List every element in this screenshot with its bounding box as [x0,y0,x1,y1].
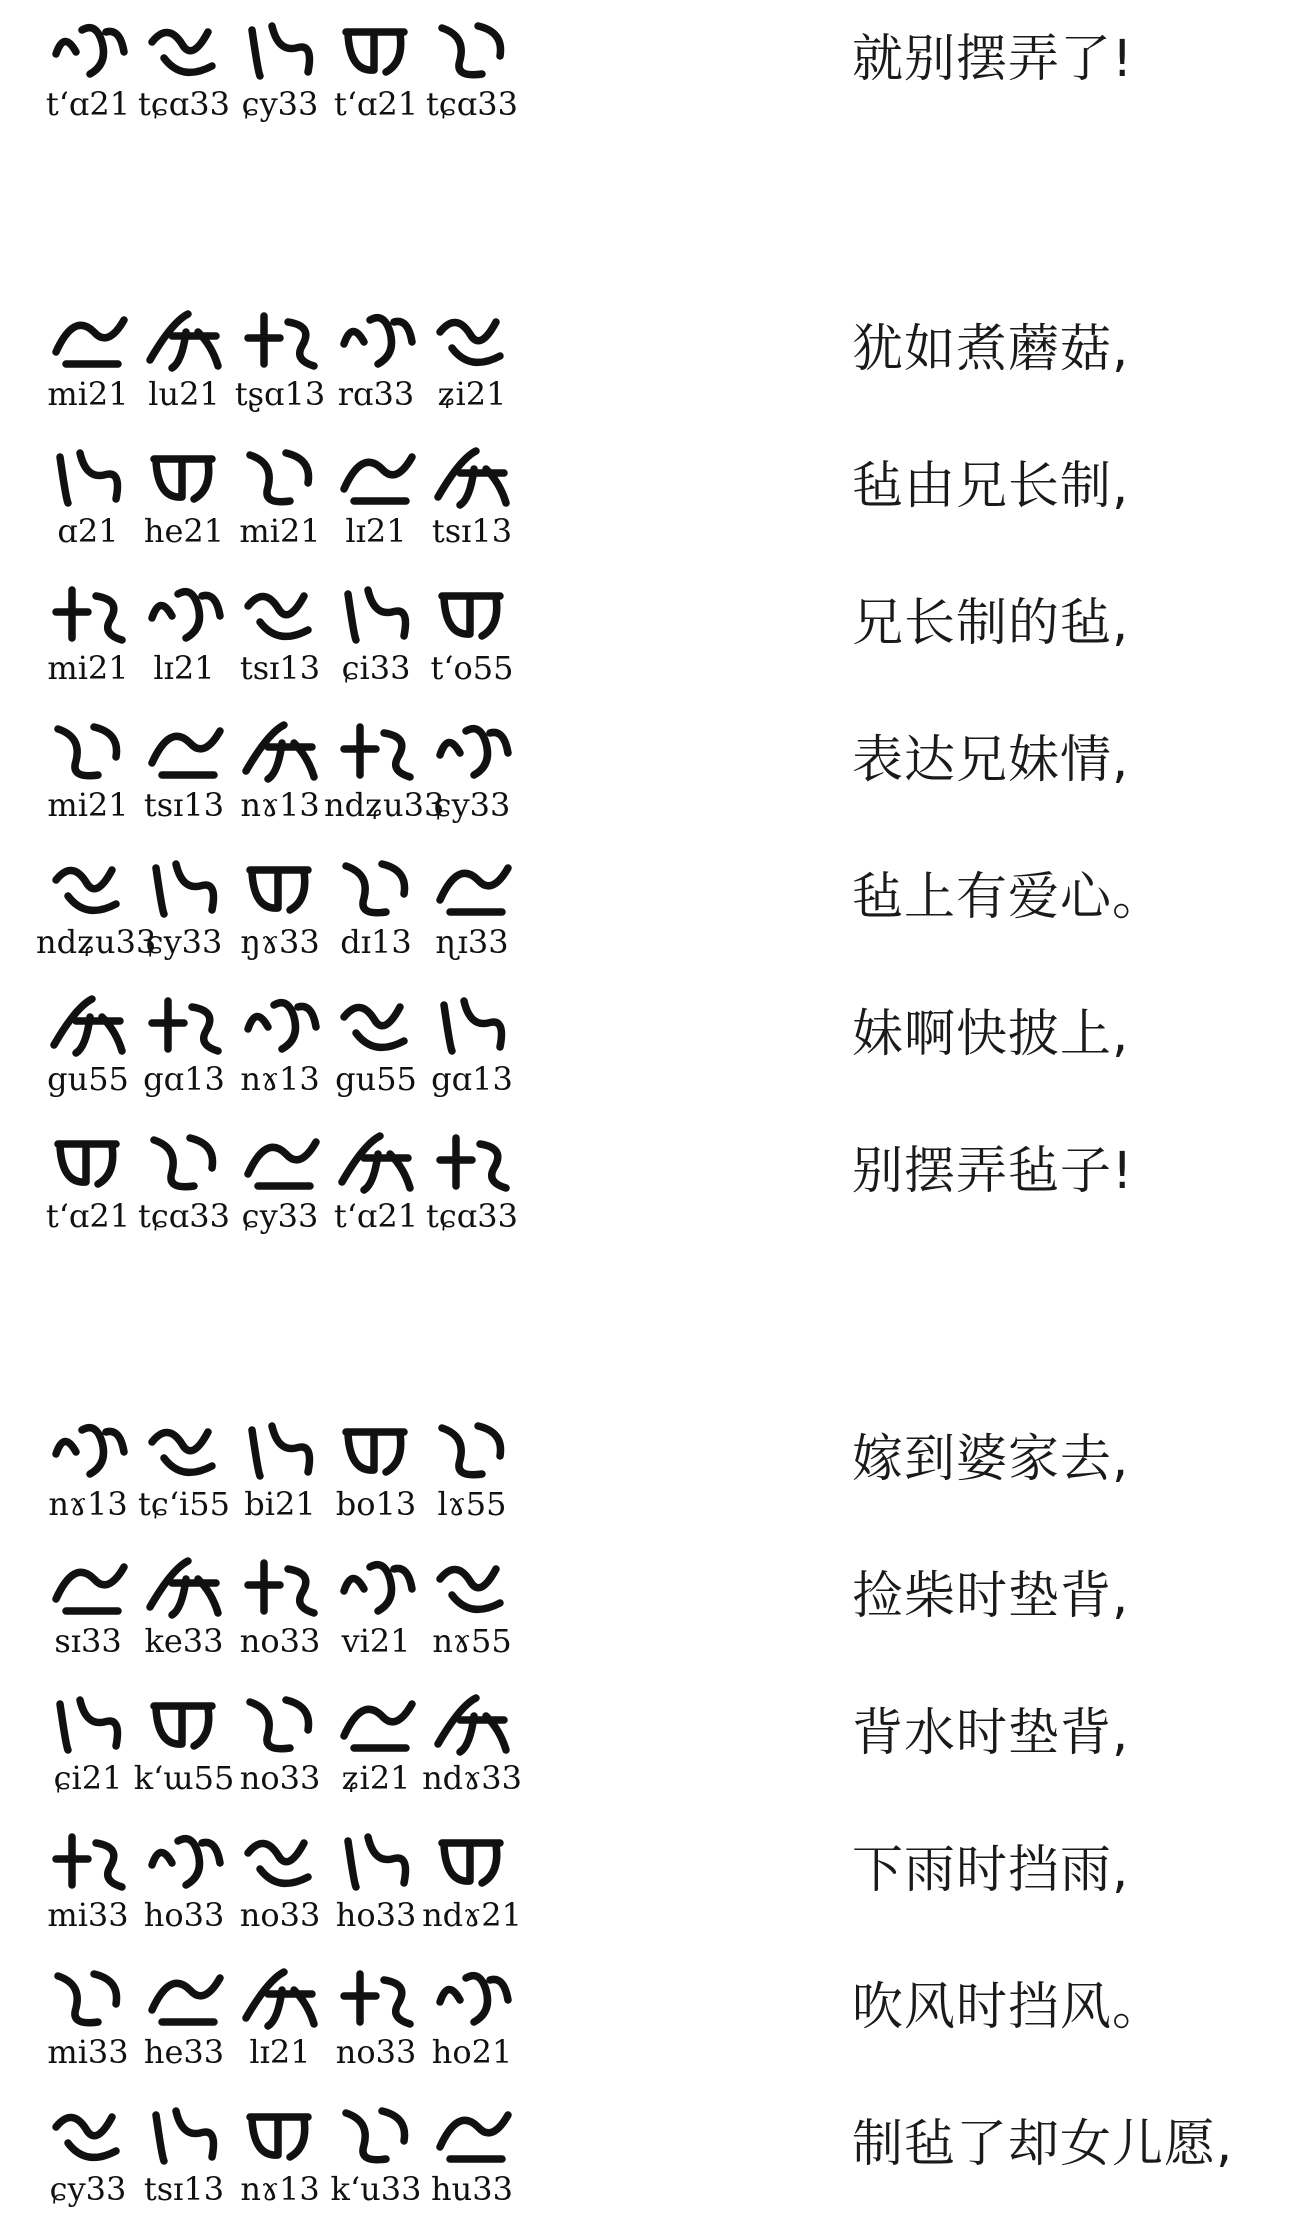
verse-line [0,1684,1312,1814]
glyph-cell [424,1684,520,1814]
glyph-cell [40,437,136,567]
handwritten-glyph-icon [238,576,322,650]
handwritten-glyph-icon [334,1124,418,1198]
handwritten-glyph-icon [238,2097,322,2171]
handwritten-glyph-icon [334,576,418,650]
chinese-translation: 犹如煮蘑菇, [852,320,1130,379]
handwritten-glyph-icon [46,1823,130,1897]
glyph-cell [232,10,328,140]
glyph-cell [133,1684,235,1814]
syllable-romanization: lu21 [148,375,220,413]
syllable-romanization: t‘ɑ21 [333,1197,419,1235]
syllable-romanization: t‘ɑ21 [333,85,419,123]
verse-line [0,1547,1312,1677]
glyph-cell [232,985,328,1115]
handwritten-glyph-icon [430,713,514,787]
verse-line [0,1122,1312,1252]
handwritten-glyph-icon [334,2097,418,2171]
syllable-romanization: gɑ13 [143,1060,225,1098]
handwritten-glyph-icon [46,1549,130,1623]
syllable-romanization: tɕɑ33 [138,85,230,123]
chinese-translation: 妹啊快披上, [852,1005,1130,1064]
glyph-cell [424,300,520,430]
glyph-cell [232,1122,328,1252]
verse-line [0,2095,1312,2225]
handwritten-glyph-icon [334,12,418,86]
handwritten-glyph-icon [430,302,514,376]
glyph-cell [328,1122,424,1252]
glyph-cell [136,1410,232,1540]
handwritten-glyph-icon [142,12,226,86]
syllable-romanization: mi33 [47,1896,129,1934]
handwritten-glyph-icon [430,12,514,86]
syllable-romanization: nɤ13 [48,1485,128,1523]
handwritten-glyph-icon [238,850,322,924]
handwritten-glyph-icon [430,987,514,1061]
syllable-romanization: nɤ13 [240,1060,320,1098]
glyph-cell [136,10,232,140]
handwritten-glyph-icon [238,1823,322,1897]
chinese-translation: 表达兄妹情, [852,731,1130,790]
glyph-row [40,2095,530,2225]
chinese-translation: 毡上有爱心。 [852,868,1165,927]
handwritten-glyph-icon [430,1960,514,2034]
handwritten-glyph-icon [334,1412,418,1486]
syllable-romanization: nɤ55 [432,1622,512,1660]
verse-line [0,1410,1312,1540]
glyph-cell [136,985,232,1115]
glyph-cell [328,1958,424,2088]
verse-line [0,437,1312,567]
glyph-cell [136,1122,232,1252]
handwritten-glyph-icon [142,576,226,650]
syllable-romanization: ɕi21 [53,1759,123,1797]
chinese-translation: 就别摆弄了! [852,30,1134,89]
handwritten-glyph-icon [142,713,226,787]
syllable-romanization: t‘o55 [430,649,514,687]
syllable-romanization: ho33 [143,1896,225,1934]
glyph-cell [424,2095,520,2225]
glyph-cell [328,574,424,704]
syllable-romanization: k‘u33 [330,2170,422,2208]
glyph-row [40,574,530,704]
handwritten-glyph-icon [46,713,130,787]
glyph-row [40,10,530,140]
glyph-cell [424,1122,520,1252]
handwritten-glyph-icon [142,439,226,513]
handwritten-glyph-icon [238,713,322,787]
glyph-cell [232,574,328,704]
syllable-romanization: ɕy33 [241,1197,319,1235]
glyph-cell [424,848,520,978]
handwritten-glyph-icon [238,1549,322,1623]
syllable-romanization: ho21 [431,2033,513,2071]
glyph-cell [232,1821,328,1951]
glyph-cell [232,300,328,430]
glyph-row [40,1410,530,1540]
chinese-translation: 制毡了却女儿愿, [852,2115,1234,2174]
glyph-cell [424,711,520,841]
verse-line [0,300,1312,430]
syllable-romanization: tɕɑ33 [138,1197,230,1235]
glyph-cell [424,437,520,567]
glyph-cell [136,300,232,430]
glyph-row [40,1547,530,1677]
glyph-cell [136,711,232,841]
glyph-cell [232,1958,328,2088]
glyph-cell [136,2095,232,2225]
handwritten-glyph-icon [430,576,514,650]
syllable-romanization: mi21 [47,649,129,687]
handwritten-glyph-icon [142,302,226,376]
syllable-romanization: ŋɤ33 [240,923,320,961]
glyph-cell [328,848,424,978]
syllable-romanization: mi21 [47,375,129,413]
syllable-romanization: ʑi21 [437,375,507,413]
glyph-cell [328,10,424,140]
verse-line [0,711,1312,841]
handwritten-glyph-icon [238,12,322,86]
chinese-translation: 下雨时挡雨, [852,1841,1130,1900]
handwritten-glyph-icon [46,576,130,650]
syllable-romanization: vi21 [341,1622,411,1660]
glyph-cell [36,848,157,978]
glyph-cell [328,2095,424,2225]
verse-line [0,1958,1312,2088]
glyph-cell [40,1122,136,1252]
glyph-cell [232,848,328,978]
handwritten-glyph-icon [334,850,418,924]
handwritten-glyph-icon [238,302,322,376]
syllable-romanization: ndʑu33 [36,923,157,961]
glyph-cell [40,1547,136,1677]
handwritten-glyph-icon [46,1686,130,1760]
syllable-romanization: tʂɑ13 [234,375,326,413]
handwritten-glyph-icon [46,12,130,86]
handwritten-glyph-icon [46,302,130,376]
syllable-romanization: nɤ13 [240,2170,320,2208]
handwritten-glyph-icon [142,1960,226,2034]
syllable-romanization: tsɪ13 [239,649,321,687]
verse-line [0,574,1312,704]
syllable-romanization: rɑ33 [337,375,415,413]
handwritten-glyph-icon [430,1124,514,1198]
handwritten-glyph-icon [238,439,322,513]
handwritten-glyph-icon [46,1412,130,1486]
syllable-romanization: ɕy33 [145,923,223,961]
syllable-romanization: ndɤ33 [422,1759,522,1797]
handwritten-glyph-icon [334,987,418,1061]
glyph-cell [328,300,424,430]
syllable-romanization: tsɪ13 [143,786,225,824]
handwritten-glyph-icon [430,1412,514,1486]
glyph-cell [136,574,232,704]
syllable-romanization: ɳɪ33 [435,923,509,961]
glyph-cell [328,1410,424,1540]
syllable-romanization: gɑ13 [431,1060,513,1098]
handwritten-glyph-icon [238,1412,322,1486]
glyph-cell [328,437,424,567]
glyph-cell [424,1821,520,1951]
syllable-romanization: ɕi33 [341,649,411,687]
glyph-cell [232,1684,328,1814]
chinese-translation: 背水时垫背, [852,1704,1130,1763]
syllable-romanization: bo13 [335,1485,417,1523]
glyph-cell [40,300,136,430]
handwritten-glyph-icon [430,439,514,513]
syllable-romanization: t‘ɑ21 [45,85,131,123]
handwritten-glyph-icon [46,439,130,513]
chinese-translation: 捡柴时垫背, [852,1567,1130,1626]
glyph-cell [424,10,520,140]
handwritten-glyph-icon [334,302,418,376]
syllable-romanization: no33 [239,1622,321,1660]
glyph-cell [328,1821,424,1951]
verse-line [0,1821,1312,1951]
syllable-romanization: he33 [143,2033,225,2071]
handwritten-glyph-icon [334,439,418,513]
handwritten-glyph-icon [430,1686,514,1760]
syllable-romanization: t‘ɑ21 [45,1197,131,1235]
handwritten-glyph-icon [142,1686,226,1760]
syllable-romanization: lɪ21 [345,512,407,550]
syllable-romanization: ndʑu33 [324,786,445,824]
glyph-cell [232,2095,328,2225]
handwritten-glyph-icon [430,1549,514,1623]
chinese-translation: 吹风时挡风。 [852,1978,1165,2037]
glyph-cell [324,711,445,841]
glyph-row [40,437,530,567]
handwritten-glyph-icon [334,1549,418,1623]
glyph-cell [40,1410,136,1540]
glyph-cell [424,1410,520,1540]
syllable-romanization: no33 [239,1896,321,1934]
glyph-cell [328,985,424,1115]
verse-line [0,985,1312,1115]
handwritten-glyph-icon [142,1124,226,1198]
handwritten-glyph-icon [142,1823,226,1897]
syllable-romanization: gu55 [47,1060,129,1098]
glyph-cell [328,1547,424,1677]
glyph-row [40,711,530,841]
glyph-cell [136,1821,232,1951]
glyph-cell [40,1684,136,1814]
glyph-row [40,1122,530,1252]
glyph-cell [40,1958,136,2088]
handwritten-glyph-icon [238,1960,322,2034]
glyph-cell [40,574,136,704]
handwritten-glyph-icon [430,850,514,924]
verse-line [0,848,1312,978]
syllable-romanization: ʑi21 [341,1759,411,1797]
syllable-romanization: nɤ13 [240,786,320,824]
syllable-romanization: lɪ21 [153,649,215,687]
glyph-cell [328,1684,424,1814]
handwritten-glyph-icon [46,1124,130,1198]
syllable-romanization: gu55 [335,1060,417,1098]
verse-line [0,10,1312,140]
chinese-translation: 嫁到婆家去, [852,1430,1130,1489]
handwritten-glyph-icon [142,1412,226,1486]
handwritten-glyph-icon [334,713,418,787]
syllable-romanization: bi21 [244,1485,316,1523]
syllable-romanization: tsɪ13 [143,2170,225,2208]
glyph-cell [40,2095,136,2225]
glyph-cell [136,1547,232,1677]
handwritten-glyph-icon [430,2097,514,2171]
glyph-cell [424,574,520,704]
syllable-romanization: lɪ21 [249,2033,311,2071]
syllable-romanization: k‘ɯ55 [133,1759,235,1797]
syllable-romanization: no33 [239,1759,321,1797]
handwritten-glyph-icon [142,987,226,1061]
chinese-translation: 别摆弄毡子! [852,1142,1134,1201]
syllable-romanization: dɪ13 [340,923,412,961]
glyph-cell [40,985,136,1115]
syllable-romanization: mi21 [239,512,321,550]
glyph-cell [136,1958,232,2088]
syllable-romanization: ndɤ21 [422,1896,522,1934]
syllable-romanization: tɕɑ33 [426,85,518,123]
glyph-cell [232,1410,328,1540]
glyph-row [40,300,530,430]
handwritten-glyph-icon [46,2097,130,2171]
glyph-row [40,1821,530,1951]
handwritten-glyph-icon [142,850,226,924]
handwritten-glyph-icon [46,987,130,1061]
glyph-cell [40,1821,136,1951]
glyph-cell [136,848,232,978]
glyph-cell [424,1547,520,1677]
syllable-romanization: no33 [335,2033,417,2071]
syllable-romanization: he21 [143,512,225,550]
handwritten-glyph-icon [430,1823,514,1897]
glyph-row [36,848,530,978]
glyph-row [40,1958,530,2088]
handwritten-glyph-icon [238,987,322,1061]
handwritten-glyph-icon [142,1549,226,1623]
chinese-translation: 毡由兄长制, [852,457,1130,516]
glyph-row [40,985,530,1115]
handwritten-glyph-icon [142,2097,226,2171]
syllable-romanization: tɕɑ33 [426,1197,518,1235]
syllable-romanization: mi21 [47,786,129,824]
glyph-cell [136,437,232,567]
glyph-cell [424,985,520,1115]
handwritten-glyph-icon [334,1823,418,1897]
syllable-romanization: hu33 [431,2170,513,2208]
handwritten-glyph-icon [334,1960,418,2034]
glyph-cell [40,10,136,140]
handwritten-glyph-icon [238,1124,322,1198]
handwritten-glyph-icon [46,850,130,924]
glyph-cell [232,711,328,841]
glyph-cell [232,1547,328,1677]
syllable-romanization: ɕy33 [433,786,511,824]
glyph-cell [40,711,136,841]
syllable-romanization: ke33 [144,1622,224,1660]
glyph-cell [232,437,328,567]
handwritten-glyph-icon [238,1686,322,1760]
syllable-romanization: ɕy33 [49,2170,127,2208]
syllable-romanization: ho33 [335,1896,417,1934]
syllable-romanization: tsɪ13 [431,512,513,550]
syllable-romanization: ɑ21 [57,512,119,550]
chinese-translation: 兄长制的毡, [852,594,1130,653]
handwritten-glyph-icon [46,1960,130,2034]
syllable-romanization: mi33 [47,2033,129,2071]
syllable-romanization: lɤ55 [437,1485,507,1523]
handwritten-glyph-icon [334,1686,418,1760]
syllable-romanization: sɪ33 [54,1622,122,1660]
glyph-cell [424,1958,520,2088]
syllable-romanization: tɕ‘i55 [138,1485,230,1523]
syllable-romanization: ɕy33 [241,85,319,123]
glyph-row [40,1684,530,1814]
